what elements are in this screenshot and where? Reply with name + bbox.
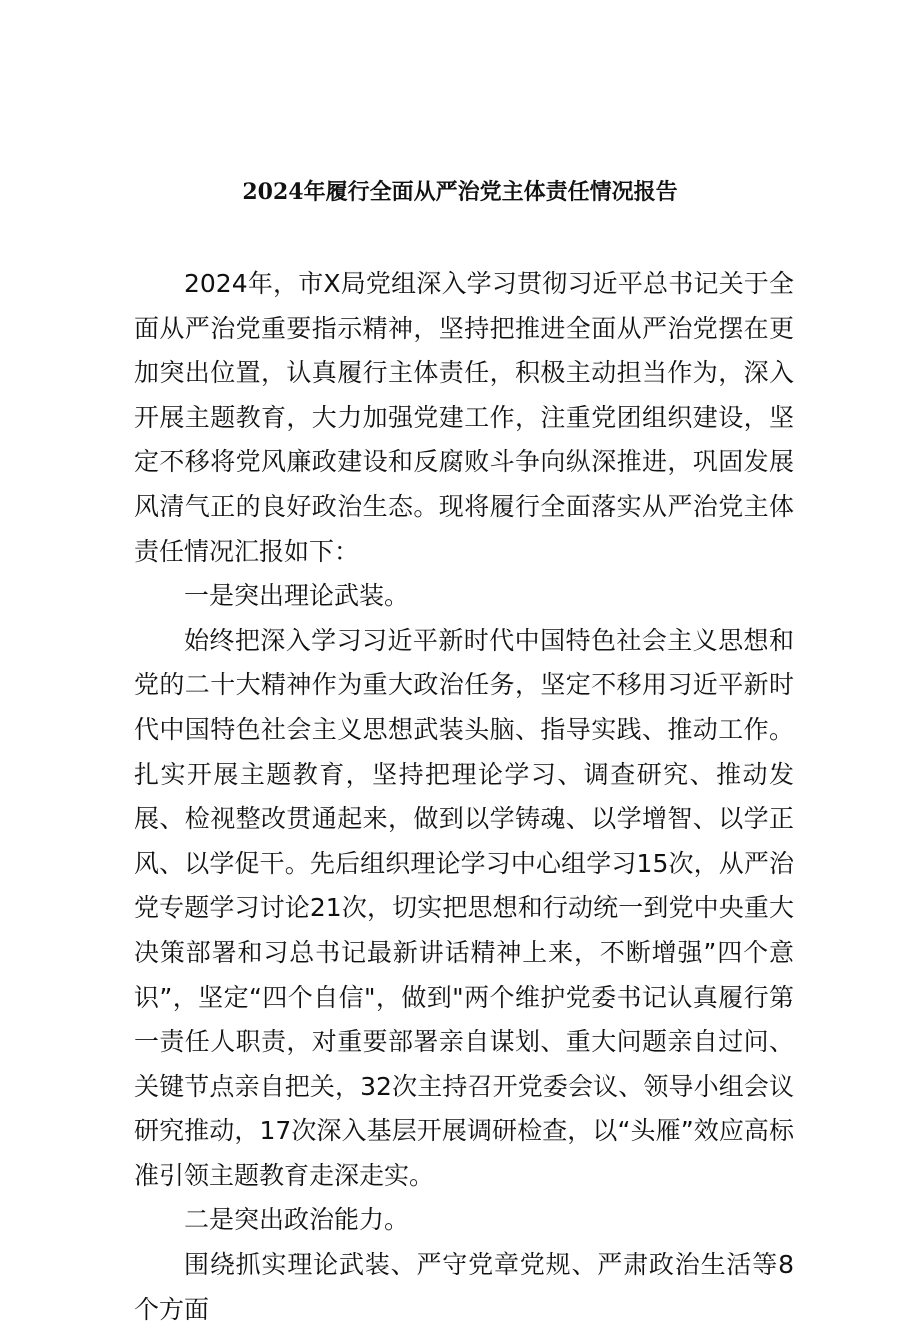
document-body: [134, 262, 794, 1332]
paragraph-section-2: 围绕抓实理论武装、严守党章党规、严肃政治生活等8个方面: [134, 1250, 794, 1324]
section-heading-2: 二是突出政治能力。: [184, 1205, 410, 1235]
paragraph-section-1: 始终把深入学习习近平新时代中国特色社会主义思想和党的二十大精神作为重大政治任务，坚定不移用习近平新时代中国特色社会主义思想武装头脑、指导实践、推动工作。扎实开展主题教育，坚持把理论学习、调查研究、推动发展、检视整改贯通起来，做到以学铸魂、以学增智、以学正风、以学促干。先后组织理论学习中心组学习15次，从严治党专题学习讨论21次，切实把思想和行动统一到党中央重大决策部署和习总书记最新讲话精神上来，不断增强”四个意识”，坚定“四个自信"，做到"两个维护党委书记认真履行第一责任人职责，对重要部署亲自谋划、重大问题亲自过问、关键节点亲自把关，32次主持召开党委会议、领导小组会议研究推动，17次深入基层开展调研检查，以“头雁”效应高标准引领主题教育走深走实。: [134, 625, 794, 1190]
paragraph-intro: 2024年，市X局党组深入学习贯彻习近平总书记关于全面从严治党重要指示精神，坚持把推进全面从严治党摆在更加突出位置，认真履行主体责任，积极主动担当作为，深入开展主题教育，大力加强党建工作，注重党团组织建设，坚定不移将党风廉政建设和反腐败斗争向纵深推进，巩固发展风清气正的良好政治生态。现将履行全面落实从严治党主体责任情况汇报如下：: [134, 269, 794, 566]
section-heading-1: 一是突出理论武装。: [184, 581, 410, 611]
document-title: 2024年履行全面从严治党主体责任情况报告: [242, 179, 678, 205]
